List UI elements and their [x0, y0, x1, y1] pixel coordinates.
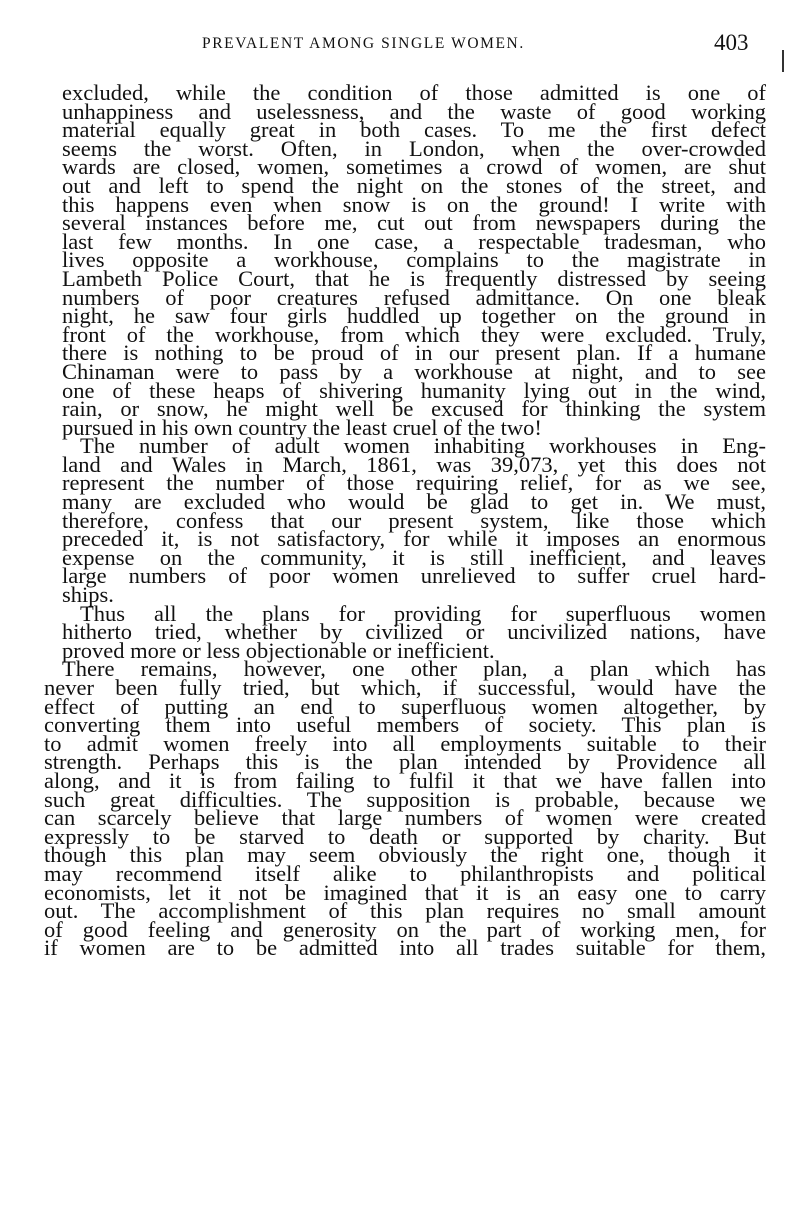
text-line: last few months. In one case, a respectable tradesman, who	[62, 228, 766, 254]
text-line: wards are closed, women, sometimes a crowd of women, are shut	[62, 154, 766, 180]
text-line: unhappiness and uselessness, and the waste of good working	[62, 98, 766, 124]
page-number: 403	[714, 30, 749, 55]
text-line: There remains, however, one other plan, a plan which has	[62, 656, 766, 682]
text-line: economists, let it not be imagined that it is an easy one to carry	[44, 879, 766, 905]
text-line: can scarcely believe that large numbers of women were created	[44, 805, 766, 831]
text-line: front of the workhouse, from which they were excluded. Truly,	[62, 321, 766, 347]
text-line: strength. Perhaps this is the plan intended by Providence all	[44, 749, 766, 775]
text-line: night, he saw four girls huddled up together on the ground in	[62, 303, 766, 329]
text-line: expense on the community, it is still inefficient, and leaves	[62, 544, 766, 570]
text-line: there is nothing to be proud of in our present plan. If a humane	[62, 340, 766, 366]
text-line: such great difficulties. The supposition is probable, because we	[44, 786, 766, 812]
text-line: converting them into useful members of society. This plan is	[44, 712, 766, 738]
text-line: never been fully tried, but which, if successful, would have the	[44, 675, 766, 700]
running-title: PREVALENT AMONG SINGLE WOMEN.	[202, 35, 525, 52]
text-line: out. The accomplishment of this plan requires no small amount	[44, 898, 766, 924]
text-line: this happens even when snow is on the ground! I write with	[62, 191, 766, 217]
text-line: lives opposite a workhouse, complains to the magistrate in	[62, 247, 766, 273]
text-line: pursued in his own country the least cruel of the two!	[62, 414, 542, 440]
text-line: excluded, while the condition of those admitted is one of	[62, 80, 766, 105]
text-line: one of these heaps of shivering humanity lying out in the wind,	[62, 377, 766, 403]
text-line: The number of adult women inhabiting workhouses in Eng-	[80, 433, 766, 459]
text-line: numbers of poor creatures refused admittance. On one bleak	[62, 284, 766, 310]
text-line: may recommend itself alike to philanthropists and political	[44, 860, 766, 886]
text-line: large numbers of poor women unrelieved to suffer cruel hard-	[62, 563, 766, 589]
text-line: ships.	[62, 582, 114, 608]
text-line: if women are to be admitted into all trades suitable for them,	[44, 935, 766, 961]
running-head	[0, 30, 790, 60]
text-line: to admit women freely into all employments suitable to their	[44, 730, 766, 756]
body-text	[44, 80, 766, 961]
text-line: rain, or snow, he might well be excused for thinking the system	[62, 396, 766, 422]
text-line: land and Wales in March, 1861, was 39,073, yet this does not	[62, 451, 766, 477]
text-line: seems the worst. Often, in London, when the over-crowded	[62, 135, 766, 161]
text-line: of good feeling and generosity on the part of working men, for	[44, 916, 766, 942]
text-line: effect of putting an end to superfluous women altogether, by	[44, 693, 766, 719]
text-line: represent the number of those requiring relief, for as we see,	[62, 470, 766, 496]
text-line: several instances before me, cut out from newspapers during the	[62, 210, 766, 236]
text-line: therefore, confess that our present system, like those which	[62, 507, 766, 533]
text-line: Lambeth Police Court, that he is frequently distressed by seeing	[62, 265, 766, 291]
text-line: though this plan may seem obviously the right one, though it	[44, 842, 766, 868]
text-line: expressly to be starved to death or supported by charity. But	[44, 823, 766, 849]
text-line: preceded it, is not satisfactory, for while it imposes an enormous	[62, 526, 766, 552]
text-line: along, and it is from failing to fulfil it that we have fallen into	[44, 767, 766, 793]
text-line: material equally great in both cases. To me the first defect	[62, 117, 766, 143]
text-line: proved more or less objectionable or inefficient.	[62, 637, 495, 663]
text-line: out and left to spend the night on the stones of the street, and	[62, 172, 766, 198]
text-line: many are excluded who would be glad to get in. We must,	[62, 489, 766, 515]
page-edge-rule	[782, 50, 784, 72]
text-line: Thus all the plans for providing for superfluous women	[80, 600, 766, 626]
text-line: Chinaman were to pass by a workhouse at night, and to see	[62, 358, 766, 384]
text-line: hitherto tried, whether by civilized or uncivilized nations, have	[62, 619, 766, 645]
